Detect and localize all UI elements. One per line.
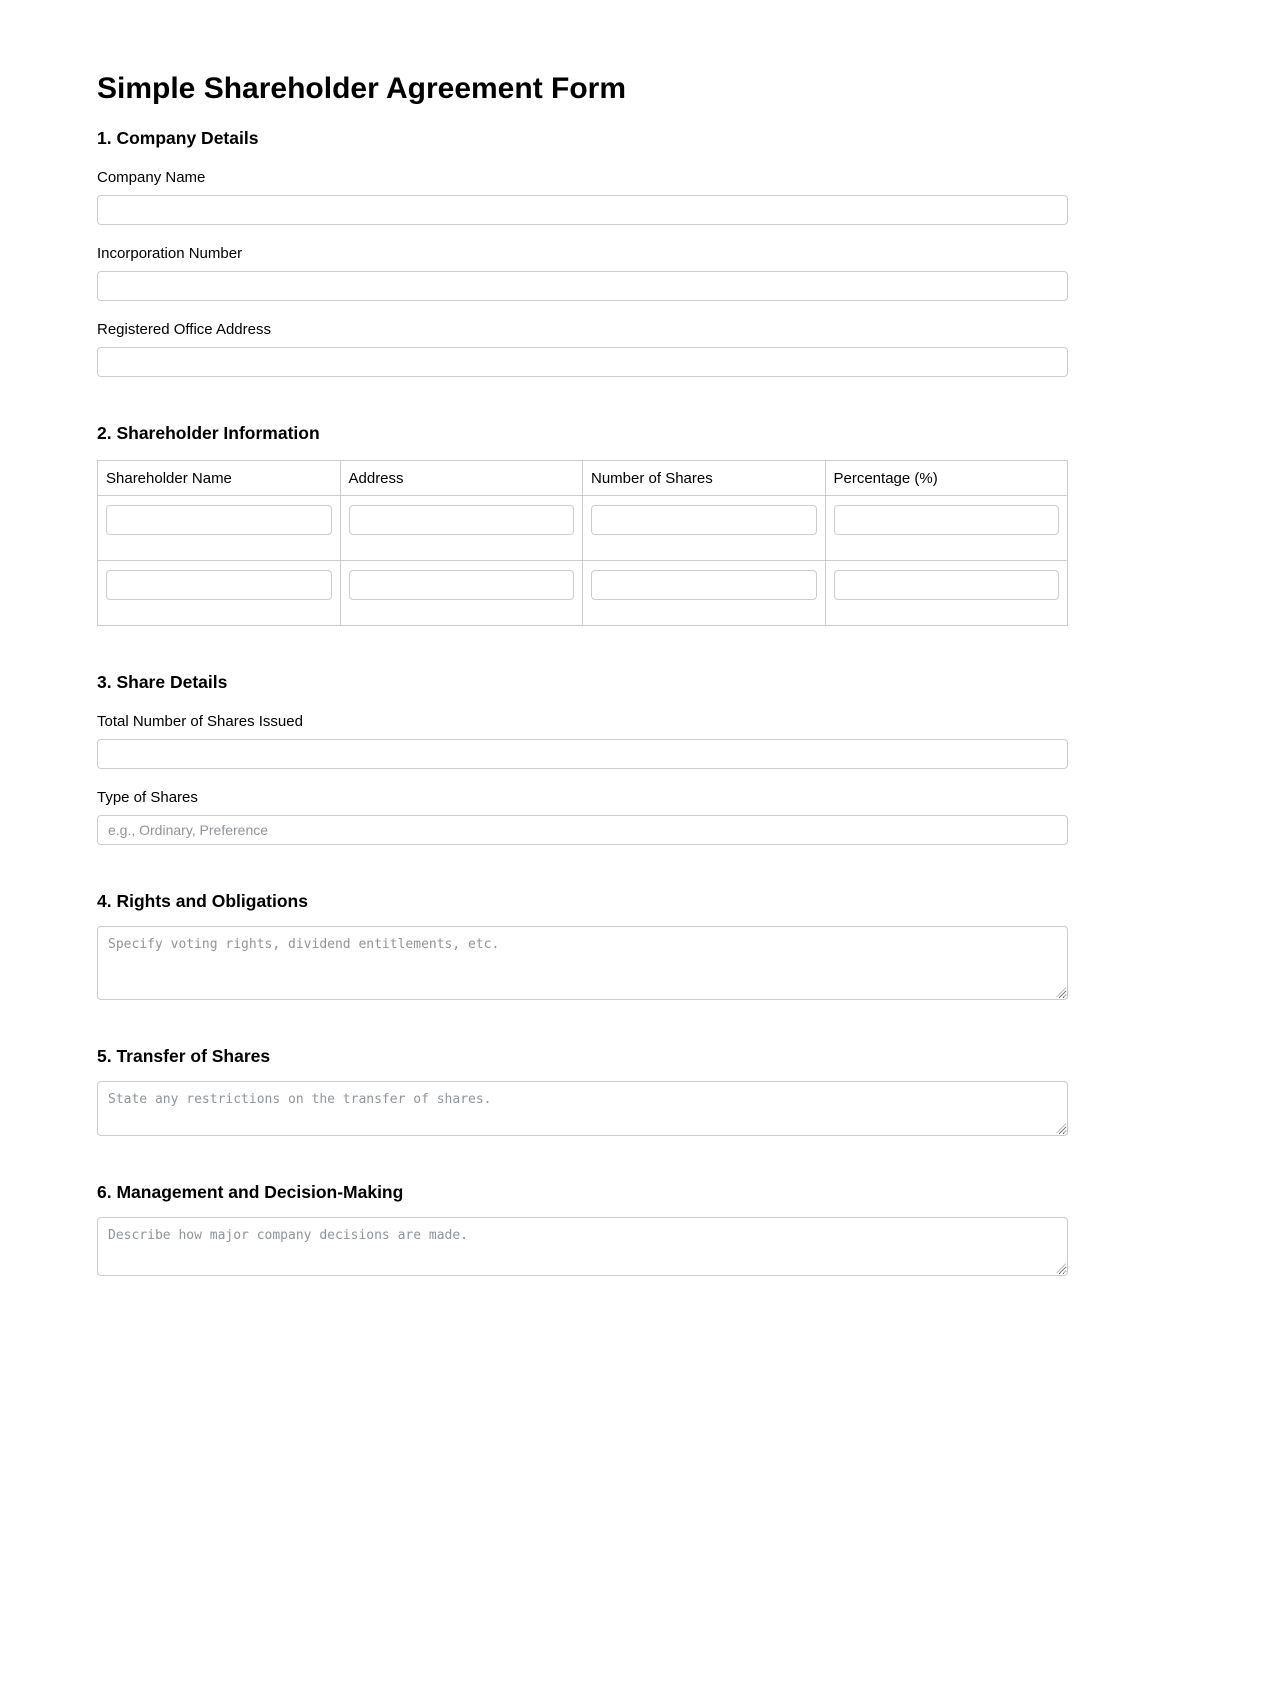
column-header-percentage: Percentage (%) [825, 461, 1068, 496]
form-container [97, 0, 1068, 1276]
row1-percentage-input[interactable] [834, 505, 1060, 535]
row2-percentage-input[interactable] [834, 570, 1060, 600]
row2-number-of-shares-input[interactable] [591, 570, 817, 600]
field-company-name [97, 169, 1068, 225]
registered-office-address-input[interactable] [97, 347, 1068, 377]
shareholder-row-2 [98, 561, 1068, 626]
column-header-address: Address [340, 461, 583, 496]
section-share-details [97, 672, 1068, 845]
rights-and-obligations-textarea-wrap [97, 926, 1068, 1000]
incorporation-number-input[interactable] [97, 271, 1068, 301]
field-total-shares-issued [97, 713, 1068, 769]
cell-row2-percentage [825, 561, 1068, 626]
cell-row2-number-of-shares [583, 561, 826, 626]
shareholder-information-heading: 2. Shareholder Information [97, 423, 320, 443]
row2-address-input[interactable] [349, 570, 575, 600]
section-management-decision-making [97, 1182, 1068, 1276]
cell-row1-percentage [825, 496, 1068, 561]
section-transfer-of-shares [97, 1046, 1068, 1136]
field-incorporation-number [97, 245, 1068, 301]
column-header-number-of-shares: Number of Shares [583, 461, 826, 496]
transfer-of-shares-textarea-wrap [97, 1081, 1068, 1136]
rights-and-obligations-textarea[interactable] [97, 926, 1068, 1000]
total-shares-issued-label: Total Number of Shares Issued [97, 713, 303, 730]
row1-address-input[interactable] [349, 505, 575, 535]
transfer-of-shares-heading: 5. Transfer of Shares [97, 1046, 271, 1066]
management-decision-making-textarea-wrap [97, 1217, 1068, 1276]
shareholder-table-header-row [98, 461, 1068, 496]
cell-row1-number-of-shares [583, 496, 826, 561]
transfer-of-shares-textarea[interactable] [97, 1081, 1068, 1136]
company-details-heading: 1. Company Details [97, 128, 259, 148]
cell-row1-address [340, 496, 583, 561]
registered-office-address-label: Registered Office Address [97, 321, 271, 338]
management-decision-making-textarea[interactable] [97, 1217, 1068, 1276]
column-header-shareholder-name: Shareholder Name [98, 461, 341, 496]
field-registered-office-address [97, 321, 1068, 377]
cell-row2-shareholder-name [98, 561, 341, 626]
type-of-shares-input[interactable] [97, 815, 1068, 845]
page-title: Simple Shareholder Agreement Form [97, 72, 627, 105]
company-name-label: Company Name [97, 169, 206, 186]
type-of-shares-label: Type of Shares [97, 789, 198, 806]
field-type-of-shares [97, 789, 1068, 845]
shareholder-row-1 [98, 496, 1068, 561]
rights-and-obligations-heading: 4. Rights and Obligations [97, 891, 308, 911]
total-shares-issued-input[interactable] [97, 739, 1068, 769]
shareholder-table [97, 460, 1068, 626]
section-company-details [97, 128, 1068, 377]
section-shareholder-information [97, 423, 1068, 626]
cell-row1-shareholder-name [98, 496, 341, 561]
incorporation-number-label: Incorporation Number [97, 245, 243, 262]
cell-row2-address [340, 561, 583, 626]
company-name-input[interactable] [97, 195, 1068, 225]
row2-shareholder-name-input[interactable] [106, 570, 332, 600]
row1-number-of-shares-input[interactable] [591, 505, 817, 535]
row1-shareholder-name-input[interactable] [106, 505, 332, 535]
share-details-heading: 3. Share Details [97, 672, 228, 692]
management-decision-making-heading: 6. Management and Decision-Making [97, 1182, 404, 1202]
section-rights-and-obligations [97, 891, 1068, 1000]
